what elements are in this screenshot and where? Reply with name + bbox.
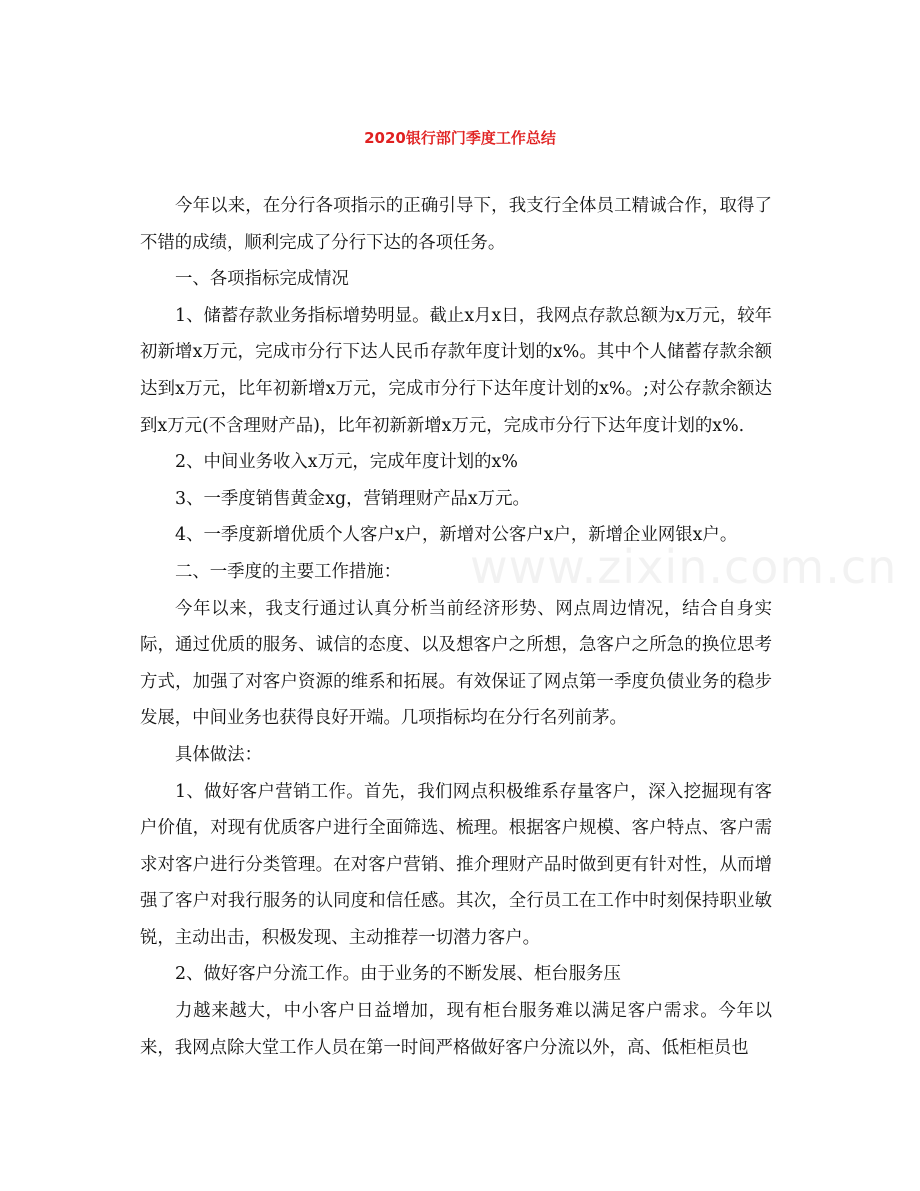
subheading: 具体做法： (175, 744, 262, 765)
paragraph: 2、中间业务收入x万元，完成年度计划的x% (175, 452, 518, 473)
section-heading: 一、各项指标完成情况 (175, 269, 349, 290)
paragraph: 2、做好客户分流工作。由于业务的不断发展、柜台服务压 (175, 964, 621, 985)
paragraph: 1、储蓄存款业务指标增势明显。截止x月x日，我网点存款总额为x万元，较年初新增x万元，完成市分行下达人民币存款年度计划的x%。其中个人储蓄存款余额达到x万元，比年初新增x万元，完成市分行下达年度计划的x%。;对公存款余额达到x万元(不含理财产品)，比年初新新增x万元，完成市分行下达年度计划的x%. (140, 305, 772, 436)
watermark: www.zixin.com.cn (470, 540, 898, 594)
paragraph: 力越来越大，中小客户日益增加，现有柜台服务难以满足客户需求。今年以来，我网点除大堂工作人员在第一时间严格做好客户分流以外，高、低柜柜员也 (140, 1001, 772, 1058)
document-title: 2020银行部门季度工作总结 (364, 129, 556, 147)
paragraph: 1、做好客户营销工作。首先，我们网点积极维系存量客户，深入挖掘现有客户价值，对现有优质客户进行全面筛选、梳理。根据客户规模、客户特点、客户需求对客户进行分类管理。在对客户营销、推介理财产品时做到更有针对性，从而增强了客户对我行服务的认同度和信任感。其次，全行员工在工作中时刻保持职业敏锐，主动出击，积极发现、主动推荐一切潜力客户。 (140, 781, 772, 948)
document-body (140, 188, 772, 1066)
paragraph: 今年以来，在分行各项指示的正确引导下，我支行全体员工精诚合作，取得了不错的成绩，顺利完成了分行下达的各项任务。 (140, 196, 772, 253)
paragraph: 3、一季度销售黄金xg，营销理财产品x万元。 (175, 488, 530, 509)
paragraph: 4、一季度新增优质个人客户x户，新增对公客户x户，新增企业网银x户。 (175, 525, 738, 546)
paragraph: 今年以来，我支行通过认真分析当前经济形势、网点周边情况，结合自身实际，通过优质的服务、诚信的态度、以及想客户之所想，急客户之所急的换位思考方式，加强了对客户资源的维系和拓展。有效保证了网点第一季度负债业务的稳步发展，中间业务也获得良好开端。几项指标均在分行名列前茅。 (140, 598, 772, 729)
section-heading: 二、一季度的主要工作措施： (175, 561, 402, 582)
